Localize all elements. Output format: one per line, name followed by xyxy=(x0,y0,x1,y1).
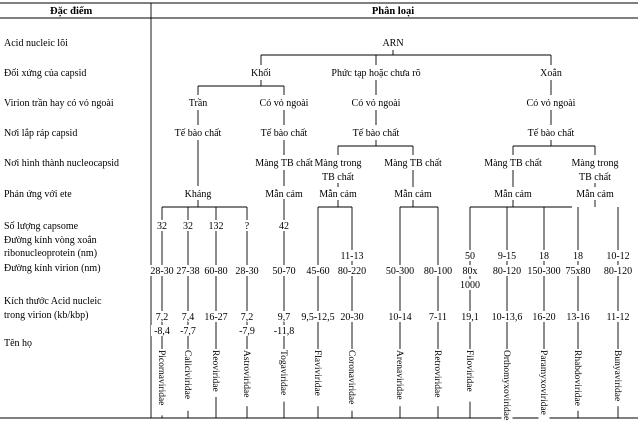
node-nucleo-inner-b-line1: Màng trong xyxy=(571,158,619,169)
row-label-ether: Phản ứng với ete xyxy=(4,189,72,200)
row-label-rnp-line1: Đường kính vòng xoắn xyxy=(4,235,97,246)
row-label-envelope: Virion trần hay có vỏ ngoài xyxy=(4,98,114,109)
node-ether-sensitive-d: Mẫn cảm xyxy=(576,189,614,200)
rnp-diameter-value: 18 xyxy=(539,251,549,262)
family-name: Astroviridae xyxy=(240,350,251,398)
family-name: Retroviridae xyxy=(431,350,442,398)
virion-diameter-value: 50-300 xyxy=(385,266,415,277)
node-cubic: Khối xyxy=(251,68,271,79)
virion-diameter-value: 27-38 xyxy=(176,266,200,277)
header-characteristic: Đặc điểm xyxy=(50,6,93,17)
node-helical: Xoắn xyxy=(540,68,562,79)
genome-size-value: 20-30 xyxy=(340,312,364,323)
family-drop-lines xyxy=(162,199,618,421)
genome-size-value: 9,5-12,5 xyxy=(301,312,335,323)
row-label-family: Tên họ xyxy=(4,338,33,349)
genome-size-value: 9,7 xyxy=(277,312,291,323)
row-labels xyxy=(4,38,119,349)
family-name: Bunyaviridae xyxy=(611,350,622,402)
node-enveloped-cubic: Có vỏ ngoài xyxy=(259,98,309,109)
virion-diameter-value: 75x80 xyxy=(565,266,591,277)
node-enveloped-complex: Có vỏ ngoài xyxy=(351,98,401,109)
node-ether-sensitive-a: Mẫn cảm xyxy=(319,189,357,200)
virion-diameter-value: 60-80 xyxy=(204,266,228,277)
row-label-capsomere: Số lượng capsome xyxy=(4,221,79,232)
node-complex: Phức tạp hoặc chưa rõ xyxy=(331,68,421,79)
genome-size-value: 7-11 xyxy=(429,312,447,323)
node-assembly-complex: Tế bào chất xyxy=(352,128,400,139)
virion-diameter-value: 80-120 xyxy=(492,266,522,277)
rnp-diameter-value: 50 xyxy=(465,251,475,262)
row-label-rnp-line2: ribonucleoprotein (nm) xyxy=(4,248,98,259)
virion-diameter-value: 50-70 xyxy=(272,266,296,277)
virion-diameter-value: 80-100 xyxy=(423,266,453,277)
genome-size-value: 10-14 xyxy=(388,312,412,323)
row-label-size-line2: trong virion (kb/kbp) xyxy=(4,310,89,321)
node-nucleo-inner-b-line2: TB chất xyxy=(579,172,611,183)
genome-size-value-line2: -8,4 xyxy=(154,326,170,337)
family-name: Orthomyxoviridae xyxy=(500,350,511,421)
family-name: Filoviridae xyxy=(463,350,474,392)
capsomere-value: 32 xyxy=(183,221,193,232)
family-name: Picornaviridae xyxy=(155,350,166,406)
row-label-nucleocapsid: Nơi hình thành nucleocapsid xyxy=(4,158,119,169)
family-name: Togaviridae xyxy=(277,350,288,396)
node-nucleo-helical-left: Màng TB chất xyxy=(484,158,542,169)
node-naked: Trần xyxy=(188,98,208,109)
genome-size-value-line2: -11,8 xyxy=(273,326,295,337)
family-name: Rhabdoviridae xyxy=(571,350,582,406)
family-name: Coronaviridae xyxy=(345,350,356,405)
family-name: Paramyxoviridae xyxy=(537,350,548,415)
genome-size-value: 7,2 xyxy=(155,312,169,323)
family-name: Arenaviridae xyxy=(393,350,404,400)
virion-diameter-value-line2: 1000 xyxy=(460,280,480,291)
capsomere-value: 132 xyxy=(208,221,224,232)
genome-size-value: 11-12 xyxy=(606,312,630,323)
genome-size-value: 10-13,6 xyxy=(491,312,523,323)
virion-diameter-value: 80-220 xyxy=(337,266,367,277)
node-ether-sensitive-b: Mẫn cảm xyxy=(394,189,432,200)
capsomere-value: ? xyxy=(244,221,250,232)
node-nucleo-inner-a-line2: TB chất xyxy=(322,172,354,183)
genome-size-value: 7,2 xyxy=(240,312,254,323)
family-name: Caliciviridae xyxy=(181,350,192,400)
node-nucleo-inner-a-line1: Màng trong xyxy=(314,158,362,169)
row-label-symmetry: Đối xứng của capsid xyxy=(4,68,87,79)
rnp-diameter-value: 18 xyxy=(573,251,583,262)
genome-size-value-line2: -7,9 xyxy=(239,326,255,337)
genome-size-value: 13-16 xyxy=(566,312,590,323)
row-label-assembly: Nơi lắp ráp capsid xyxy=(4,128,78,139)
genome-size-value: 7,4 xyxy=(181,312,195,323)
row-label-size-line1: Kích thước Acid nucleic xyxy=(4,296,102,307)
rnp-diameter-value: 11-13 xyxy=(340,251,364,262)
tree-nodes xyxy=(175,38,619,200)
virion-diameter-value: 80x xyxy=(462,266,478,277)
virion-diameter-value: 45-60 xyxy=(306,266,330,277)
node-nucleo-toga: Màng TB chất xyxy=(255,158,313,169)
family-columns xyxy=(149,220,635,425)
node-ether-resistant: Kháng xyxy=(184,189,212,200)
capsomere-value: 42 xyxy=(279,221,289,232)
node-assembly-naked: Tế bào chất xyxy=(174,128,222,139)
node-assembly-cubic-env: Tế bào chất xyxy=(260,128,308,139)
node-rna: ARN xyxy=(382,38,404,49)
node-nucleo-complex-right: Màng TB chất xyxy=(384,158,442,169)
virion-diameter-value: 80-120 xyxy=(603,266,633,277)
row-label-nucleic-acid: Acid nucleic lõi xyxy=(4,38,68,49)
node-assembly-helical: Tế bào chất xyxy=(527,128,575,139)
family-name: Reoviridae xyxy=(209,350,220,392)
header-classification: Phân loại xyxy=(371,6,415,17)
node-enveloped-helical: Có vỏ ngoài xyxy=(526,98,576,109)
virion-diameter-value: 28-30 xyxy=(150,266,174,277)
genome-size-value: 16-20 xyxy=(532,312,556,323)
genome-size-value: 19,1 xyxy=(461,312,479,323)
row-label-virion-diameter: Đường kính virion (nm) xyxy=(4,263,101,274)
genome-size-value: 16-27 xyxy=(204,312,228,323)
node-ether-sensitive-c: Mẫn cảm xyxy=(494,189,532,200)
family-name: Flaviviridae xyxy=(311,350,322,396)
genome-size-value-line2: -7,7 xyxy=(180,326,196,337)
rnp-diameter-value: 9-15 xyxy=(497,251,517,262)
virion-diameter-value: 150-300 xyxy=(527,266,561,277)
capsomere-value: 32 xyxy=(157,221,167,232)
node-ether-sensitive-toga: Mẫn cảm xyxy=(265,189,303,200)
virion-diameter-value: 28-30 xyxy=(235,266,259,277)
rnp-diameter-value: 10-12 xyxy=(606,251,630,262)
